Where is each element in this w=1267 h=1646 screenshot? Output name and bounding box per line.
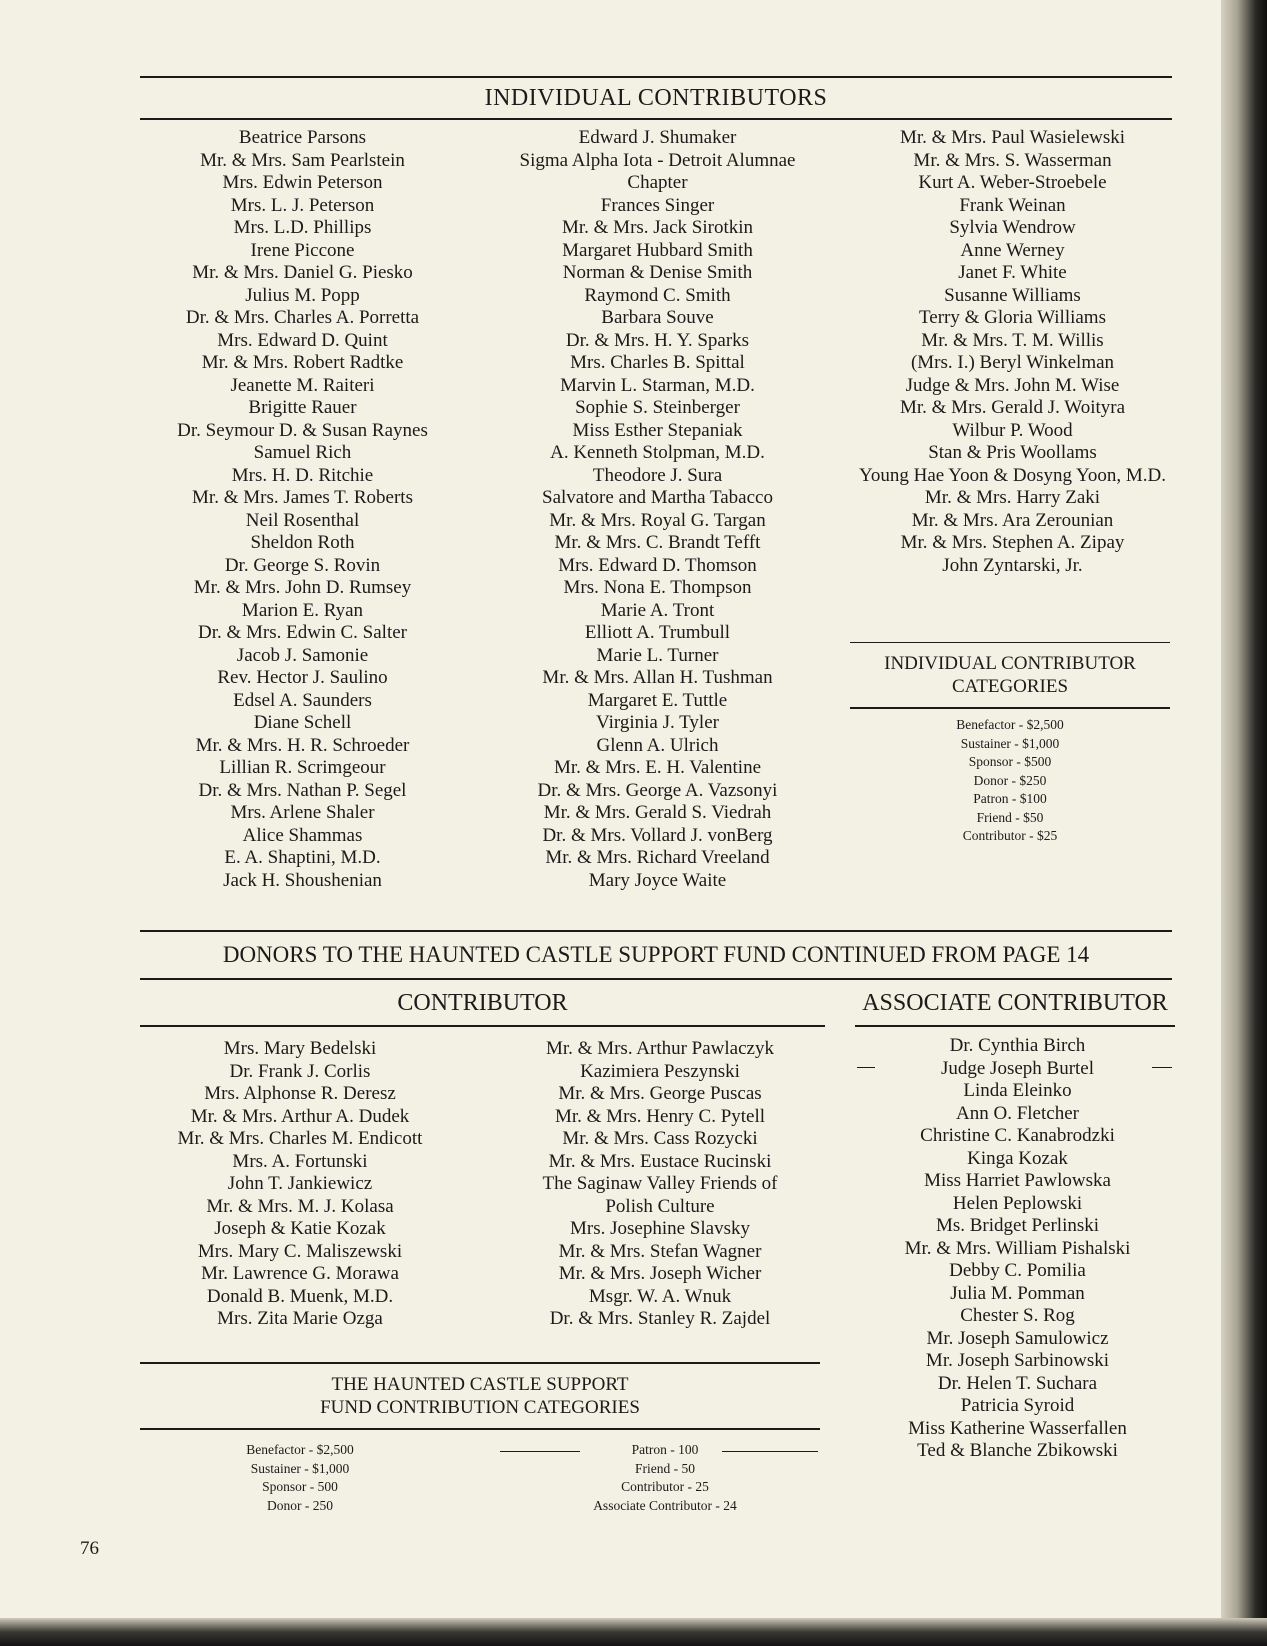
name-entry: Marie A. Tront — [600, 599, 715, 621]
name-entry: Jeanette M. Raiteri — [230, 374, 375, 396]
name-entry: Mrs. Josephine Slavsky — [570, 1218, 750, 1239]
name-entry: Dr. & Mrs. H. Y. Sparks — [565, 329, 750, 351]
name-entry: Patricia Syroid — [960, 1395, 1075, 1416]
name-entry: Dr. & Mrs. Nathan P. Segel — [198, 779, 407, 801]
name-entry: Mrs. Edward D. Thomson — [558, 554, 757, 576]
name-entry: John T. Jankiewicz — [227, 1173, 373, 1194]
name-entry: Mr. & Mrs. Arthur A. Dudek — [190, 1105, 410, 1127]
name-entry: Dr. Helen T. Suchara — [937, 1372, 1098, 1394]
name-entry: Mr. & Mrs. S. Wasserman — [913, 149, 1112, 171]
name-entry: Kurt A. Weber-Stroebele — [918, 172, 1107, 193]
name-entry: Dr. & Mrs. Charles A. Porretta — [185, 307, 420, 328]
name-entry: Mr. & Mrs. Gerald J. Woityra — [899, 397, 1126, 418]
name-entry: Benefactor - $2,500 — [246, 1442, 354, 1457]
name-entry: Lillian R. Scrimgeour — [219, 757, 386, 778]
name-entry: Mr. & Mrs. Charles M. Endicott — [177, 1128, 423, 1149]
name-entry: Beatrice Parsons — [238, 127, 367, 148]
name-entry: Mr. & Mrs. Stephen A. Zipay — [900, 532, 1125, 553]
name-entry: Elliott A. Trumbull — [584, 622, 731, 643]
name-entry: Christine C. Kanabrodzki — [920, 1125, 1115, 1146]
name-entry: Ann O. Fletcher — [956, 1102, 1079, 1124]
name-entry: Patron - $100 — [973, 791, 1047, 806]
name-entry: Sheldon Roth — [250, 532, 355, 553]
categories-dash-left — [500, 1451, 580, 1452]
name-entry: Mr. & Mrs. Stefan Wagner — [558, 1240, 762, 1262]
individual-categories-title-line-1: INDIVIDUAL CONTRIBUTOR — [884, 653, 1136, 674]
name-entry: Marie L. Turner — [596, 644, 719, 666]
name-entry: Linda Eleinko — [963, 1080, 1072, 1101]
name-entry: Irene Piccone — [250, 239, 355, 261]
name-entry: Sigma Alpha Iota - Detroit Alumnae Chapter — [519, 149, 796, 193]
associate-dash-left — [857, 1067, 875, 1068]
name-entry: Samuel Rich — [253, 442, 352, 463]
haunted-categories-right — [540, 1441, 790, 1515]
name-entry: (Mrs. I.) Beryl Winkelman — [910, 352, 1115, 373]
name-entry: Mr. Joseph Sarbinowski — [925, 1350, 1110, 1371]
name-entry: Margaret E. Tuttle — [587, 689, 728, 711]
name-entry: Mr. & Mrs. William Pishalski — [904, 1237, 1131, 1259]
name-entry: Donald B. Muenk, M.D. — [206, 1285, 394, 1307]
contributor-column-1 — [150, 1038, 450, 1331]
name-entry: Sophie S. Steinberger — [575, 397, 740, 418]
name-entry: Jack H. Shoushenian — [223, 869, 382, 891]
name-entry: Mr. & Mrs. M. J. Kolasa — [206, 1195, 394, 1217]
name-entry: Patron - 100 — [631, 1442, 699, 1457]
name-entry: Mrs. Alphonse R. Deresz — [204, 1083, 396, 1104]
name-entry: Rev. Hector J. Saulino — [217, 667, 388, 688]
name-entry: Ted & Blanche Zbikowski — [917, 1440, 1118, 1461]
name-entry: Mr. & Mrs. Cass Rozycki — [562, 1128, 758, 1149]
name-entry: Mrs. Mary C. Maliszewski — [197, 1240, 403, 1262]
name-entry: Miss Katherine Wasserfallen — [908, 1417, 1127, 1439]
name-entry: Mrs. L. J. Peterson — [230, 194, 375, 216]
haunted-title-rule — [140, 978, 1172, 980]
name-entry: A. Kenneth Stolpman, M.D. — [550, 442, 765, 463]
individual-contributors-title: INDIVIDUAL CONTRIBUTORS — [484, 85, 828, 111]
name-entry: Donor - $250 — [973, 772, 1047, 788]
name-entry: Terry & Gloria Williams — [919, 307, 1106, 328]
contributor-title-rule — [140, 1025, 825, 1027]
name-entry: Young Hae Yoon & Dosyng Yoon, M.D. — [859, 464, 1166, 486]
haunted-categories-left — [200, 1441, 400, 1515]
name-entry: Sustainer - $1,000 — [250, 1460, 350, 1476]
name-entry: Julius M. Popp — [245, 284, 360, 306]
name-entry: Mr. & Mrs. C. Brandt Tefft — [554, 532, 761, 553]
name-entry: Brigitte Rauer — [248, 397, 357, 418]
name-entry: Mr. Lawrence G. Morawa — [201, 1263, 399, 1284]
name-entry: Mr. Joseph Samulowicz — [926, 1327, 1109, 1349]
name-entry: Frances Singer — [600, 194, 715, 216]
page-number: 76 — [80, 1538, 99, 1559]
name-entry: Wilbur P. Wood — [952, 419, 1073, 441]
name-entry: Friend - 50 — [635, 1460, 695, 1476]
name-entry: Mr. & Mrs. Robert Radtke — [201, 352, 404, 373]
individual-column-1 — [150, 127, 455, 892]
name-entry: Contributor - 25 — [621, 1479, 709, 1494]
name-entry: Dr. & Mrs. Edwin C. Salter — [198, 622, 407, 643]
name-entry: Mrs. L.D. Phillips — [233, 217, 372, 238]
name-entry: The Saginaw Valley Friends of Polish Culture — [542, 1173, 778, 1217]
name-entry: Friend - $50 — [976, 809, 1044, 825]
individual-title-rule — [140, 118, 1172, 120]
name-entry: Mr. & Mrs. Henry C. Pytell — [554, 1105, 766, 1127]
associate-contributor-list — [870, 1035, 1165, 1463]
name-entry: Mr. & Mrs. Eustace Rucinski — [548, 1150, 772, 1172]
name-entry: Msgr. W. A. Wnuk — [588, 1285, 732, 1307]
name-entry: Sylvia Wendrow — [949, 217, 1076, 238]
name-entry: John Zyntarski, Jr. — [942, 554, 1083, 576]
name-entry: Chester S. Rog — [960, 1305, 1075, 1326]
name-entry: Susanne Williams — [944, 284, 1081, 306]
name-entry: Mr. & Mrs. Royal G. Targan — [549, 509, 766, 531]
page-edge-shadow — [1221, 0, 1267, 1646]
name-entry: Mr. & Mrs. T. M. Willis — [921, 329, 1104, 351]
name-entry: Mrs. Mary Bedelski — [223, 1038, 377, 1059]
name-entry: Mrs. Arlene Shaler — [230, 802, 375, 823]
individual-column-3 — [855, 127, 1170, 577]
name-entry: Mrs. Zita Marie Ozga — [217, 1308, 383, 1329]
name-entry: Jacob J. Samonie — [236, 644, 369, 666]
name-entry: Norman & Denise Smith — [562, 262, 753, 283]
name-entry: Dr. George S. Rovin — [224, 554, 381, 576]
name-entry: Mrs. Nona E. Thompson — [563, 577, 752, 598]
name-entry: Associate Contributor - 24 — [593, 1497, 737, 1513]
name-entry: Debby C. Pomilia — [949, 1260, 1086, 1281]
name-entry: Mr. & Mrs. Ara Zerounian — [911, 509, 1114, 531]
name-entry: Dr. & Mrs. Vollard J. vonBerg — [542, 824, 773, 846]
haunted-categories-bottom-rule — [140, 1428, 820, 1430]
name-entry: Dr. Cynthia Birch — [949, 1035, 1086, 1056]
name-entry: Sponsor - $500 — [968, 754, 1052, 769]
name-entry: Dr. Seymour D. & Susan Raynes — [177, 419, 428, 441]
name-entry: Mr. & Mrs. Arthur Pawlaczyk — [546, 1038, 774, 1059]
name-entry: Dr. Frank J. Corlis — [229, 1060, 371, 1082]
haunted-top-rule — [140, 930, 1172, 932]
categories-top-rule — [850, 642, 1170, 643]
name-entry: Alice Shammas — [242, 824, 363, 846]
name-entry: Marvin L. Starman, M.D. — [560, 374, 755, 396]
name-entry: Mr. & Mrs. Jack Sirotkin — [561, 217, 754, 238]
name-entry: Mr. & Mrs. E. H. Valentine — [553, 757, 762, 778]
name-entry: Virginia J. Tyler — [596, 712, 719, 733]
name-entry: Mr. & Mrs. Richard Vreeland — [545, 847, 770, 868]
contributor-title: CONTRIBUTOR — [397, 990, 568, 1016]
associate-contributor-title: ASSOCIATE CONTRIBUTOR — [862, 990, 1168, 1016]
name-entry: Sponsor - 500 — [262, 1479, 338, 1494]
name-entry: Neil Rosenthal — [245, 509, 360, 531]
haunted-categories-top-rule — [140, 1362, 820, 1364]
name-entry: Mrs. Edward D. Quint — [217, 329, 388, 351]
name-entry: Diane Schell — [253, 712, 352, 733]
name-entry: Mary Joyce Waite — [588, 869, 727, 891]
name-entry: Sustainer - $1,000 — [960, 735, 1060, 751]
name-entry: Benefactor - $2,500 — [956, 717, 1064, 732]
haunted-categories-title-line-1: THE HAUNTED CASTLE SUPPORT — [331, 1374, 629, 1395]
name-entry: Dr. & Mrs. George A. Vazsonyi — [537, 779, 778, 801]
name-entry: Helen Peplowski — [952, 1192, 1083, 1214]
name-entry: Edward J. Shumaker — [578, 127, 737, 148]
name-entry: Salvatore and Martha Tabacco — [542, 487, 773, 508]
name-entry: Donor - 250 — [267, 1497, 333, 1513]
name-entry: Dr. & Mrs. Stanley R. Zajdel — [549, 1308, 771, 1329]
name-entry: Ms. Bridget Perlinski — [935, 1215, 1100, 1236]
name-entry: Joseph & Katie Kozak — [214, 1218, 386, 1239]
name-entry: Janet F. White — [958, 262, 1067, 283]
name-entry: Mr. & Mrs. Daniel G. Piesko — [192, 262, 413, 283]
haunted-castle-title: DONORS TO THE HAUNTED CASTLE SUPPORT FUND CONTINUED FROM PAGE 14 — [222, 942, 1090, 967]
name-entry: Judge Joseph Burtel — [940, 1057, 1095, 1079]
name-entry: Edsel A. Saunders — [233, 689, 372, 711]
name-entry: Mr. & Mrs. Sam Pearlstein — [200, 149, 405, 171]
categories-dash-right — [722, 1451, 818, 1452]
associate-dash-right — [1152, 1067, 1172, 1068]
name-entry: Mrs. Edwin Peterson — [222, 172, 383, 193]
name-entry: Mr. & Mrs. James T. Roberts — [192, 487, 413, 508]
name-entry: Barbara Souve — [601, 307, 714, 328]
name-entry: Judge & Mrs. John M. Wise — [905, 374, 1120, 396]
name-entry: Mr. & Mrs. Paul Wasielewski — [899, 127, 1126, 148]
individual-categories-list — [850, 716, 1170, 846]
name-entry: Kazimiera Peszynski — [580, 1060, 740, 1082]
name-entry: Miss Harriet Pawlowska — [924, 1170, 1111, 1191]
individual-categories-title-line-2: CATEGORIES — [951, 676, 1069, 697]
top-rule — [140, 76, 1172, 78]
name-entry: Mr. & Mrs. Gerald S. Viedrah — [543, 802, 772, 823]
haunted-categories-title — [140, 1373, 820, 1419]
individual-column-2 — [495, 127, 820, 892]
name-entry: Theodore J. Sura — [592, 464, 723, 486]
name-entry: Marion E. Ryan — [241, 599, 364, 621]
name-entry: Mr. & Mrs. Joseph Wicher — [558, 1263, 762, 1284]
name-entry: Julia M. Pomman — [950, 1282, 1085, 1304]
name-entry: Mr. & Mrs. Allan H. Tushman — [542, 667, 773, 688]
name-entry: Margaret Hubbard Smith — [562, 239, 753, 261]
name-entry: Glenn A. Ulrich — [596, 734, 719, 756]
name-entry: Frank Weinan — [959, 194, 1066, 216]
associate-title-rule — [855, 1025, 1175, 1027]
haunted-categories-title-line-2: FUND CONTRIBUTION CATEGORIES — [320, 1397, 640, 1418]
name-entry: Kinga Kozak — [967, 1147, 1068, 1169]
bottom-edge-shadow — [0, 1618, 1267, 1646]
name-entry: Mrs. Charles B. Spittal — [570, 352, 745, 373]
contributor-column-2 — [520, 1038, 800, 1331]
name-entry: E. A. Shaptini, M.D. — [224, 847, 381, 868]
name-entry: Mrs. A. Fortunski — [232, 1150, 368, 1172]
name-entry: Mr. & Mrs. Harry Zaki — [924, 487, 1101, 508]
individual-categories-title — [850, 652, 1170, 698]
name-entry: Raymond C. Smith — [584, 284, 731, 306]
name-entry: Stan & Pris Woollams — [928, 442, 1097, 463]
name-entry: Mr. & Mrs. H. R. Schroeder — [195, 734, 410, 756]
name-entry: Anne Werney — [960, 239, 1065, 261]
name-entry: Mr. & Mrs. John D. Rumsey — [193, 577, 412, 598]
categories-bottom-rule — [850, 707, 1170, 709]
name-entry: Contributor - $25 — [962, 828, 1058, 843]
name-entry: Miss Esther Stepaniak — [572, 419, 743, 441]
name-entry: Mr. & Mrs. George Puscas — [558, 1083, 762, 1104]
name-entry: Mrs. H. D. Ritchie — [231, 464, 374, 486]
